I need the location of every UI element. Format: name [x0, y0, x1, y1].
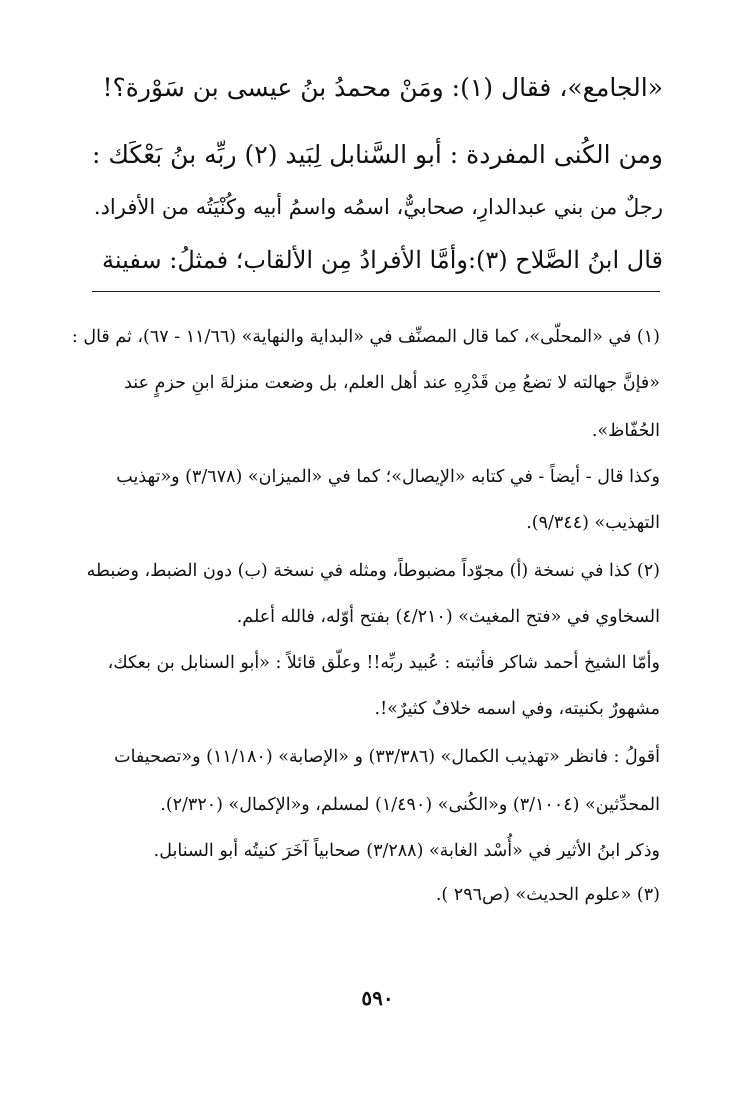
- footnote-divider: [92, 291, 660, 292]
- main-text-line: ومن الكُنى المفردة : أبو السَّنابل لِبَيد (٢) ربِّه بنُ بَعْكَك :: [91, 140, 663, 169]
- footnote-line: مشهورٌ بكنيته، وفي اسمه خلافٌ كثيرٌ»!.: [374, 699, 660, 719]
- footnote-line: «فإنَّ جهالته لا تضعُ مِن قَدْرِهِ عند أهل العلم، بل وضعت منزلةَ ابنِ حزمٍ عند: [124, 373, 660, 393]
- footnote-line: وأمّا الشيخ أحمد شاكر فأثبته : عُبيد ربِّه!! وعلّق قائلاً : «أبو السنابل بن بعكك،: [107, 653, 660, 673]
- footnote-line: وذكر ابنُ الأثير في «أُسْد الغابة» (٣/٢٨٨) صحابياً آخَرَ كنيتُه أبو السنابل.: [153, 841, 660, 861]
- main-text-line: «الجامع»، فقال (١): ومَنْ محمدُ بنُ عيسى بن سَوْرة؟!: [102, 73, 663, 102]
- main-text-line: قال ابنُ الصَّلاح (٣):وأمَّا الأفرادُ مِن الألقاب؛ فمثلُ: سفينة: [102, 246, 663, 274]
- footnote-line: وكذا قال - أيضاً - في كتابه «الإيصال»؛ كما في «الميزان» (٣/٦٧٨) و«تهذيب: [116, 467, 660, 487]
- footnote-line: الحُفّاظ».: [591, 421, 660, 441]
- footnote-line: (١) في «المحلّى»، كما قال المصنِّف في «البداية والنهاية» (١١/٦٦ - ٦٧)، ثم قال :: [71, 327, 660, 347]
- footnote-line: المحدِّثين» (٣/١٠٠٤) و«الكُنى» (١/٤٩٠) لمسلم، و«الإكمال» (٢/٣٢٠).: [160, 795, 660, 815]
- main-text-line: رجلٌ من بني عبدالدارِ، صحابيٌّ، اسمُه واسمُ أبيه وكُنْيَتُه من الأفراد.: [93, 195, 663, 219]
- footnote-line: (٣) «علوم الحديث» (ص٢٩٦ ).: [435, 885, 660, 905]
- footnote-line: السخاوي في «فتح المغيث» (٤/٢١٠) بفتح أوّله، فالله أعلم.: [236, 607, 660, 627]
- page-number: ٥٩٠: [361, 986, 394, 1010]
- footnote-line: التهذيب» (٩/٣٤٤).: [526, 513, 660, 533]
- footnote-line: (٢) كذا في نسخة (أ) مجوّداً مضبوطاً، ومثله في نسخة (ب) دون الضبط، وضبطه: [86, 561, 660, 581]
- footnote-line: أقولُ : فانظر «تهذيب الكمال» (٣٣/٣٨٦) و «الإصابة» (١١/١٨٠) و«تصحيفات: [114, 747, 660, 767]
